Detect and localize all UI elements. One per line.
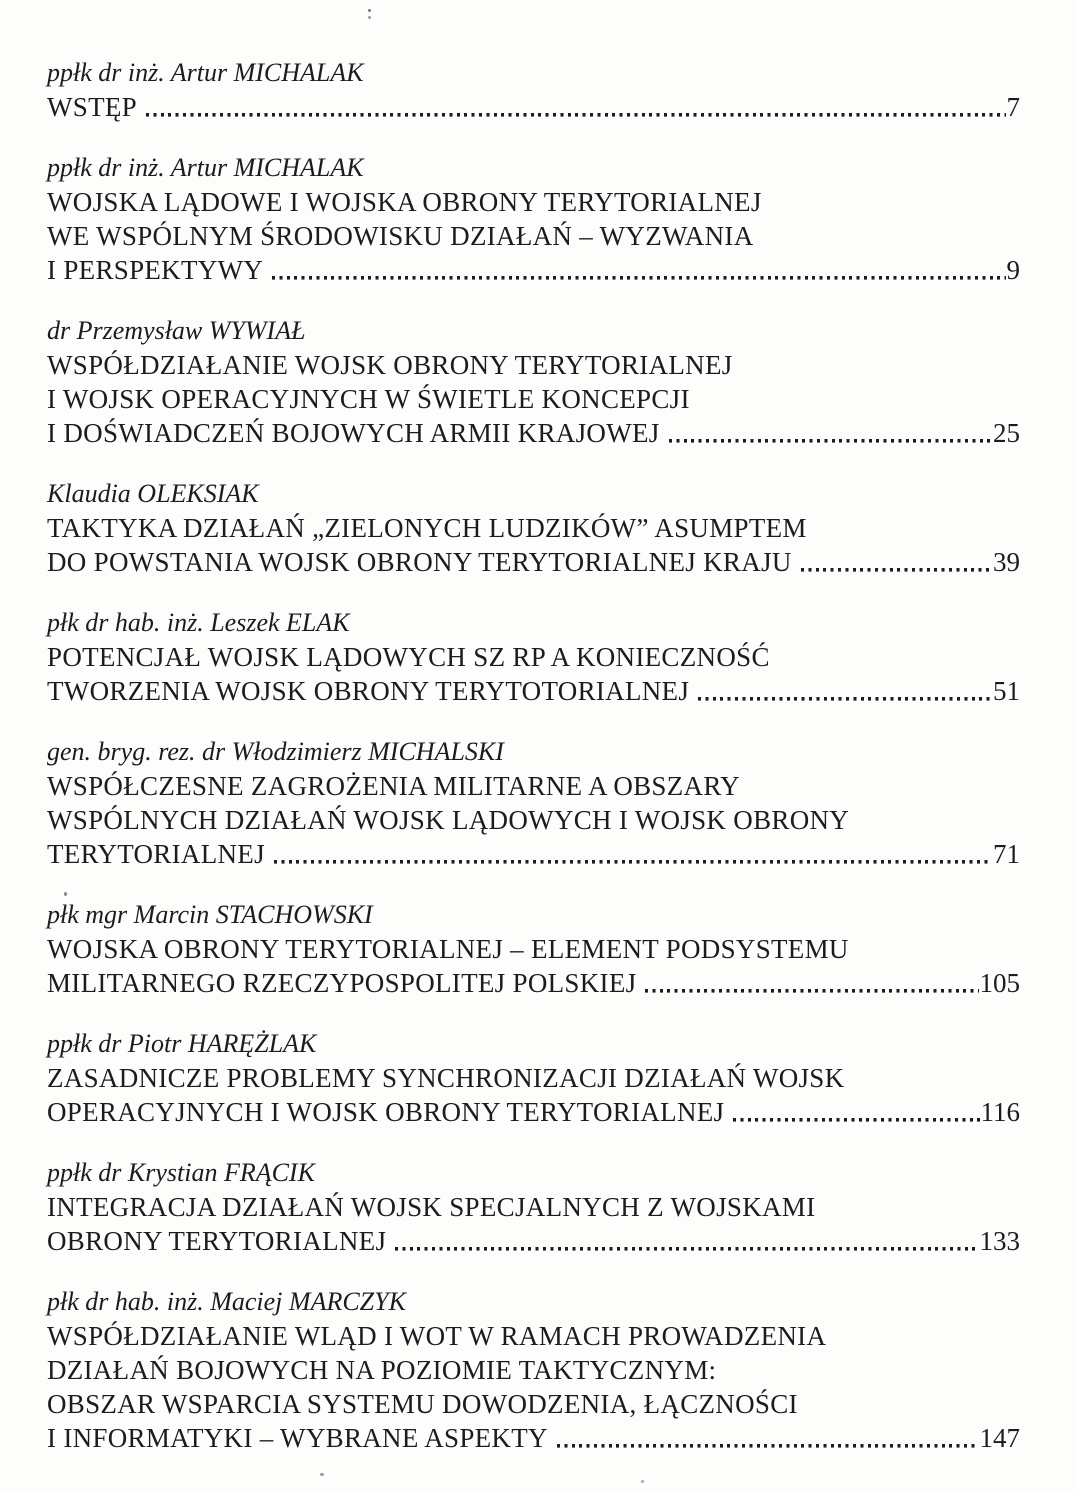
entry-title-last-row [47, 1095, 1020, 1129]
entry-page-number: 39 [993, 547, 1020, 577]
entry-page-number: 71 [993, 839, 1020, 869]
dotted-leader [274, 837, 992, 871]
scan-speck [641, 1480, 644, 1483]
toc-entry [47, 56, 1020, 124]
toc-entry [47, 1156, 1020, 1258]
entry-title-line: MILITARNEGO RZECZYPOSPOLITEJ POLSKIEJ [47, 968, 637, 998]
toc-list [47, 56, 1020, 1455]
scan-speck [368, 9, 371, 12]
entry-title-line: DZIAŁAŃ BOJOWYCH NA POZIOMIE TAKTYCZNYM: [47, 1355, 717, 1385]
entry-title-last-row [47, 253, 1020, 287]
entry-title [47, 90, 1020, 124]
entry-title-line: WOJSKA OBRONY TERYTORIALNEJ – ELEMENT PODSYSTEMU [47, 934, 849, 964]
entry-title [47, 1190, 1020, 1258]
scan-speck [64, 892, 67, 896]
toc-entry [47, 151, 1020, 287]
entry-title [47, 640, 1020, 708]
scan-speck [368, 16, 371, 19]
entry-page-number: 51 [993, 676, 1020, 706]
entry-author: ppłk dr Krystian FRĄCIK [47, 1158, 315, 1187]
entry-page-number: 105 [979, 968, 1020, 998]
entry-title-line: I PERSPEKTYWY [47, 255, 264, 285]
entry-title-last-row [47, 1224, 1020, 1258]
entry-title-last-row [47, 90, 1020, 124]
entry-title-line: WSPÓŁDZIAŁANIE WOJSK OBRONY TERYTORIALNEJ [47, 350, 733, 380]
toc-entry [47, 735, 1020, 871]
entry-title-line: DO POWSTANIA WOJSK OBRONY TERYTORIALNEJ KRAJU [47, 547, 792, 577]
entry-title [47, 1319, 1020, 1455]
entry-title-line: WSPÓLNYCH DZIAŁAŃ WOJSK LĄDOWYCH I WOJSK OBRONY [47, 805, 850, 835]
dotted-leader [557, 1421, 979, 1455]
entry-title-last-row [47, 837, 1020, 871]
entry-title-line: TERYTORIALNEJ [47, 839, 265, 869]
entry-title-line: OBRONY TERYTORIALNEJ [47, 1226, 387, 1256]
entry-title-line: ZASADNICZE PROBLEMY SYNCHRONIZACJI DZIAŁAŃ WOJSK [47, 1063, 845, 1093]
entry-author: płk dr hab. inż. Leszek ELAK [47, 608, 350, 637]
entry-title [47, 511, 1020, 579]
entry-page-number: 7 [1006, 92, 1020, 122]
entry-title-line: WSTĘP [47, 92, 138, 122]
entry-title-line: WSPÓŁCZESNE ZAGROŻENIA MILITARNE A OBSZARY [47, 771, 740, 801]
entry-page-number: 116 [980, 1097, 1020, 1127]
dotted-leader [645, 966, 978, 1000]
entry-author: ppłk dr Piotr HARĘŻLAK [47, 1029, 317, 1058]
entry-author: dr Przemysław WYWIAŁ [47, 316, 306, 345]
entry-title [47, 1061, 1020, 1129]
entry-title-line: I DOŚWIADCZEŃ BOJOWYCH ARMII KRAJOWEJ [47, 418, 660, 448]
toc-entry [47, 477, 1020, 579]
dotted-leader [395, 1224, 978, 1258]
toc-entry [47, 1027, 1020, 1129]
dotted-leader [669, 416, 992, 450]
entry-title [47, 769, 1020, 871]
dotted-leader [801, 545, 992, 579]
entry-title-line: OPERACYJNYCH I WOJSK OBRONY TERYTORIALNEJ [47, 1097, 725, 1127]
entry-author: ppłk dr inż. Artur MICHALAK [47, 153, 364, 182]
entry-title-line: WE WSPÓLNYM ŚRODOWISKU DZIAŁAŃ – WYZWANIA [47, 221, 754, 251]
entry-title [47, 932, 1020, 1000]
entry-author: ppłk dr inż. Artur MICHALAK [47, 58, 364, 87]
entry-title [47, 185, 1020, 287]
entry-title-last-row [47, 545, 1020, 579]
entry-page-number: 133 [979, 1226, 1020, 1256]
entry-author: Klaudia OLEKSIAK [47, 479, 259, 508]
toc-entry [47, 606, 1020, 708]
entry-title-line: TWORZENIA WOJSK OBRONY TERYTOTORIALNEJ [47, 676, 690, 706]
entry-author: gen. bryg. rez. dr Włodzimierz MICHALSKI [47, 737, 504, 766]
entry-author: płk dr hab. inż. Maciej MARCZYK [47, 1287, 406, 1316]
entry-title-last-row [47, 966, 1020, 1000]
dotted-leader [146, 90, 1005, 124]
entry-title-last-row [47, 416, 1020, 450]
entry-title-last-row [47, 1421, 1020, 1455]
entry-page-number: 9 [1006, 255, 1020, 285]
entry-author: płk mgr Marcin STACHOWSKI [47, 900, 373, 929]
entry-title-line: WOJSKA LĄDOWE I WOJSKA OBRONY TERYTORIALNEJ [47, 187, 762, 217]
scan-speck [320, 1473, 324, 1476]
entry-page-number: 25 [993, 418, 1020, 448]
toc-entry [47, 314, 1020, 450]
entry-title-line: POTENCJAŁ WOJSK LĄDOWYCH SZ RP A KONIECZNOŚĆ [47, 642, 770, 672]
toc-entry [47, 1285, 1020, 1455]
entry-title-line: I WOJSK OPERACYJNYCH W ŚWIETLE KONCEPCJI [47, 384, 690, 414]
dotted-leader [733, 1095, 979, 1129]
entry-title [47, 348, 1020, 450]
entry-title-line: WSPÓŁDZIAŁANIE WLĄD I WOT W RAMACH PROWADZENIA [47, 1321, 827, 1351]
entry-page-number: 147 [979, 1423, 1020, 1453]
entry-title-line: TAKTYKA DZIAŁAŃ „ZIELONYCH LUDZIKÓW” ASUMPTEM [47, 513, 807, 543]
entry-title-line: I INFORMATYKI – WYBRANE ASPEKTY [47, 1423, 548, 1453]
entry-title-line: INTEGRACJA DZIAŁAŃ WOJSK SPECJALNYCH Z WOJSKAMI [47, 1192, 816, 1222]
entry-title-last-row [47, 674, 1020, 708]
entry-title-line: OBSZAR WSPARCIA SYSTEMU DOWODZENIA, ŁĄCZNOŚCI [47, 1389, 798, 1419]
dotted-leader [698, 674, 992, 708]
toc-entry [47, 898, 1020, 1000]
dotted-leader [272, 253, 1005, 287]
